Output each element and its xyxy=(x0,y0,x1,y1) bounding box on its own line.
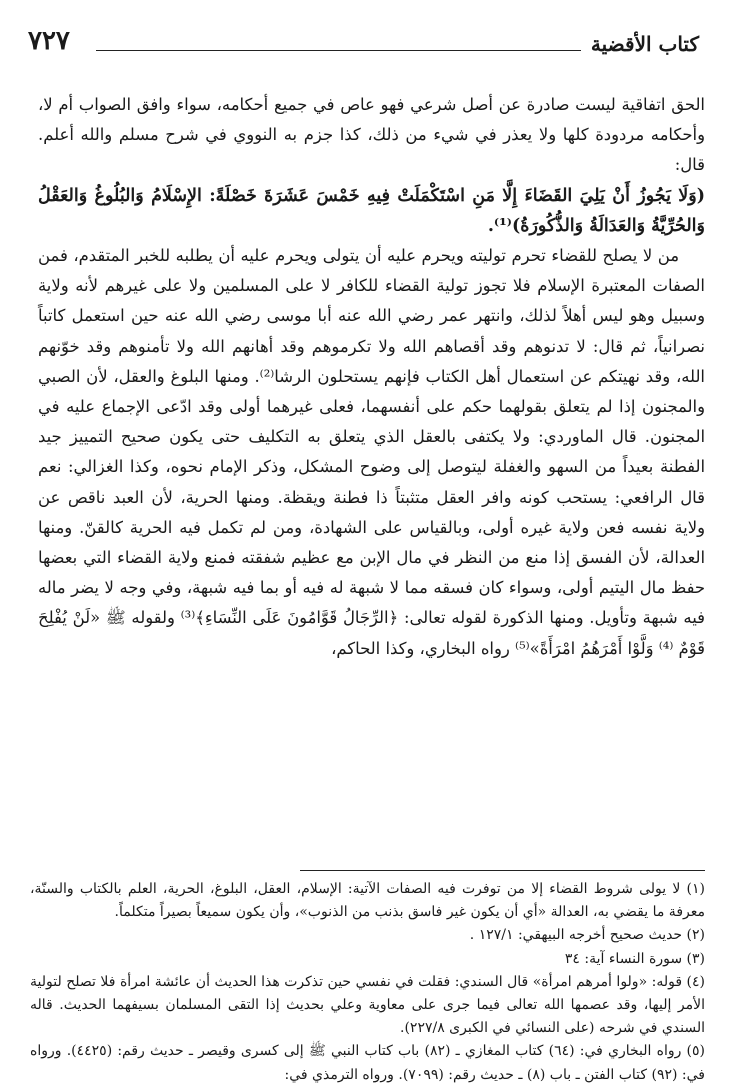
footnote-3: (٣) سورة النساء آية: ٣٤ xyxy=(564,950,705,967)
paragraph-2: من لا يصلح للقضاء تحرم توليته ويحرم عليه أن يتولى ويحرم عليه أن يطلبه للخبر المتقدم، فمن الصفات المعتبرة الإسلام فلا تجوز تولية القضاء للكافر لا على المسلمين ولا على غيرهم لأنه ولاية وسبيل وهو ليس أهلاً لذلك، وانتهر عمر رضي الله عنه أبا موسى رضي الله عنه حين استعمل كاتباً نصرانياً، ثم قال: لا تدنوهم وقد أقصاهم الله ولا تكرموهم وقد أهانهم الله ولا تأمنوهم وقد خوّنهم الله، وقد نهيتكم عن استعمال أهل الكتاب فإنهم يستحلون الرشا⁽²⁾. ومنها البلوغ والعقل، لأن الصبي والمجنون إذا لم يتعلق بقولهما حكم على أنفسهما، فعلى غيرهما أولى وقد ادّعى الإجماع عليه في المجنون. قال الماوردي: ولا يكتفى بالعقل الذي يتعلق به التكليف حتى يكون صحيح التمييز جيد الفطنة بعيداً من السهو والغفلة ليتوصل إلى وضوح المشكل، وذكر الإمام نحوه، وكذا الغزالي: نعم قال الرافعي: يستحب كونه وافر العقل متثبتاً ذا فطنة ويقظة. ومنها الحرية، لأن العبد ناقص عن ولاية نفسه فعن ولاية غيره أولى، وبالقياس على الشهادة، ومن لم تكمل فيه الحرية كالقنّ. ومنها العدالة، لأن الفسق إذا منع من النظر في مال الإبن مع عظيم شفقته فمنع ولاية القضاء التي بعضها حفظ مال اليتيم أولى، وسواء كان فسقه مما لا شبهة له فيه أو بما فيه شبهة، وفي وجه لا يضر ماله فيه شبهة وتأويل. ومنها الذكورة لقوله تعالى: ﴿الرِّجَالُ قَوَّامُونَ عَلَى النِّسَاءِ﴾⁽³⁾ ولقوله ﷺ «لَنْ يُفْلِحَ قَوْمٌ ⁽⁴⁾ وَلَّوْا أَمْرَهُمُ امْرَأَةً»⁽⁵⁾ رواه البخاري، وكذا الحاكم، xyxy=(38,246,705,658)
matn-quote: (وَلَا يَجُوزُ أَنْ يَلِيَ القَضَاءَ إِلَّا مَنِ اسْتَكْمَلَتْ فِيهِ خَمْسَ عَشَرَةَ خَصْلَةً: الإِسْلَامُ وَالبُلُوغُ وَالعَقْلُ وَالحُرِّيَّةُ وَالعَدَالَةُ وَالذُّكُورَةُ)⁽¹⁾. xyxy=(38,185,705,236)
footnote-4: (٤) قوله: «ولوا أمرهم امرأة» قال السندي: فقلت في نفسي حين تذكرت هذا الحديث أن عائشة امرأة فلا تصلح لتولية الأمر إليها، وقد عصمها الله تعالى فيما جرى على معاوية وعلي بحديث إذا التقى المسلمان بسيفهما الحديث. قاله السندي في شرحه (على النسائي في الكبرى ٢٢٧/٨). xyxy=(30,973,705,1037)
footnotes xyxy=(30,878,705,1087)
footnote-1: (١) لا يولى شروط القضاء إلا من توفرت فيه الصفات الآتية: الإسلام، العقل، البلوغ، الحرية، العلم بالكتاب والسنّة، معرفة ما يقضي به، العدالة «أي أن يكون غير فاسق بذنب من الذنوب»، وأن يكون سميعاً بصيراً متكلماً. xyxy=(30,881,705,921)
paragraph-1: الحق اتفاقية ليست صادرة عن أصل شرعي فهو عاص في جميع أحكامه، سواء وافق الصواب أم لا، وأحكامه مردودة كلها ولا يعذر في شيء من ذلك، كذا جزم به النووي في شرح مسلم والله أعلم. قال: xyxy=(38,95,705,175)
page-number: ٧٢٧ xyxy=(28,26,70,56)
footnote-rule xyxy=(300,870,705,871)
page-header xyxy=(28,26,699,60)
main-text xyxy=(38,90,705,664)
header-rule xyxy=(96,50,581,51)
chapter-title: كتاب الأقضية xyxy=(590,32,699,56)
footnote-2: (٢) حديث صحيح أخرجه البيهقي: ١٢٧/١ . xyxy=(469,927,705,944)
footnote-5: (٥) رواه البخاري في: (٦٤) كتاب المغازي ـ (٨٢) باب كتاب النبي ﷺ إلى كسرى وقيصر ـ حديث رقم: (٤٤٢٥). ورواه في: (٩٢) كتاب الفتن ـ باب (٨) ـ حديث رقم: (٧٠٩٩). ورواه الترمذي في: xyxy=(30,1043,706,1083)
